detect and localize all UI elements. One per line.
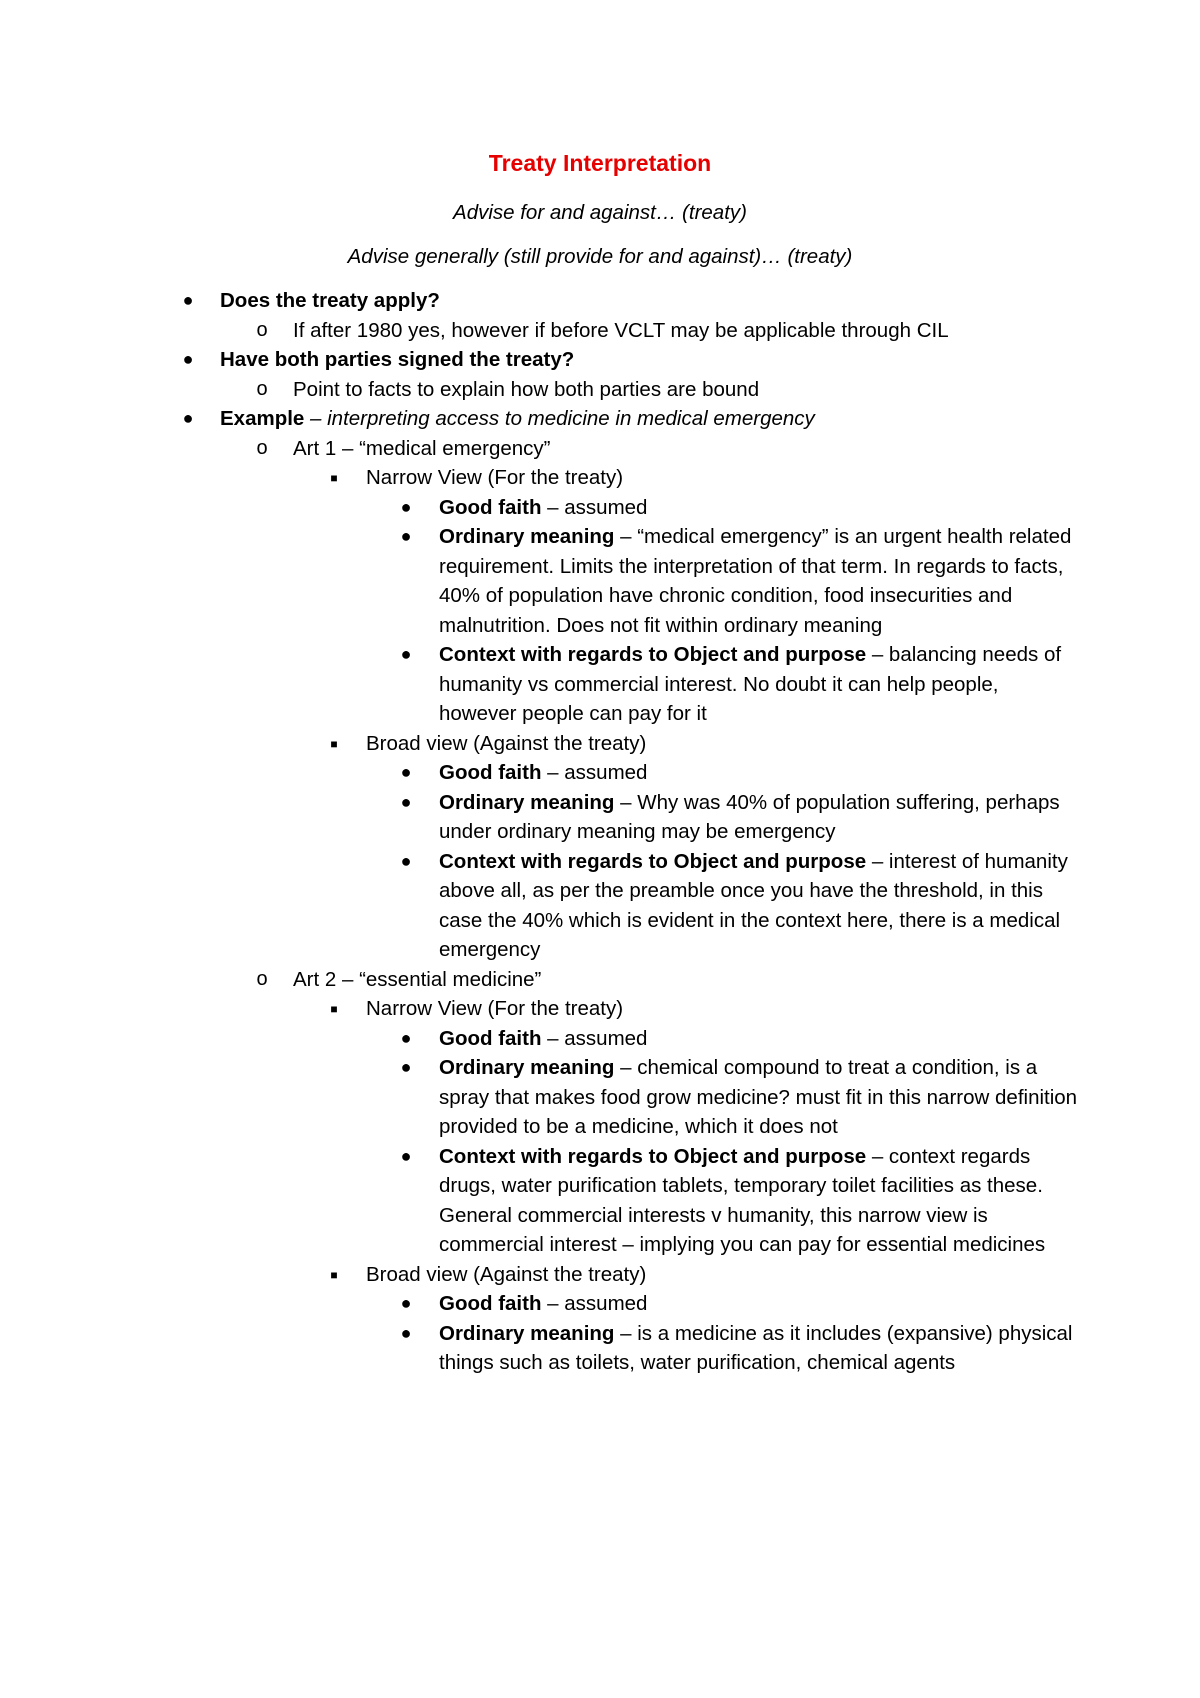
- list-item: ● Good faith – assumed: [0, 1289, 1200, 1319]
- list-item: ● Good faith – assumed: [0, 758, 1200, 788]
- subtitle-for-against: Advise for and against… (treaty): [453, 201, 747, 224]
- list-item: ● Good faith – assumed: [0, 1024, 1200, 1054]
- subtitle-generally: Advise generally (still provide for and against)… (treaty): [347, 245, 853, 268]
- list-item: o Art 2 – “essential medicine”: [0, 965, 1200, 995]
- bullet-circle-icon: o: [256, 967, 268, 990]
- list-item: ● Ordinary meaning – is a medicine as it includes (expansive) physical things such as toilets, water purification, chemical agents: [0, 1319, 1200, 1378]
- list-item: ● Context with regards to Object and purpose – balancing needs of humanity vs commercial interest. No doubt it can help people, however people can pay for it: [0, 640, 1200, 729]
- bullet-disc-icon: ●: [400, 1145, 412, 1166]
- bullet-disc-icon: ●: [400, 1322, 412, 1343]
- list-item: ■ Narrow View (For the treaty): [0, 463, 1200, 493]
- bullet-square-icon: ■: [330, 471, 338, 485]
- bullet-square-icon: ■: [330, 1267, 338, 1282]
- bullet-circle-icon: o: [256, 377, 268, 400]
- list-item: ● Does the treaty apply?: [0, 286, 1200, 316]
- bullet-disc-icon: ●: [400, 791, 412, 812]
- list-item: ● Ordinary meaning – chemical compound to treat a condition, is a spray that makes food grow medicine? must fit in this narrow definition provided to be a medicine, which it does not: [0, 1053, 1200, 1142]
- list-item: ● Context with regards to Object and purpose – context regards drugs, water purification tablets, temporary toilet facilities as these. General commercial interests v humanity, this narrow view is commercial interest – implying you can pay for essential medicines: [0, 1142, 1200, 1260]
- bullet-disc-icon: ●: [400, 1293, 412, 1313]
- list-item: ● Context with regards to Object and purpose – interest of humanity above all, as per the preamble once you have the threshold, in this case the 40% which is evident in the context here, there is a medical emergency: [0, 847, 1200, 965]
- bullet-disc-icon: ●: [400, 496, 412, 517]
- list-item: ● Example – interpreting access to medicine in medical emergency: [0, 404, 1200, 434]
- bullet-disc-icon: ●: [400, 762, 412, 782]
- bullet-circle-icon: o: [256, 318, 268, 341]
- list-item: ■ Narrow View (For the treaty): [0, 994, 1200, 1024]
- list-item: ■ Broad view (Against the treaty): [0, 729, 1200, 759]
- outline-list: [0, 286, 1200, 1378]
- bullet-square-icon: ■: [330, 1002, 338, 1016]
- list-item: o If after 1980 yes, however if before VCLT may be applicable through CIL: [0, 316, 1200, 346]
- list-item: ● Ordinary meaning – Why was 40% of population suffering, perhaps under ordinary meaning may be emergency: [0, 788, 1200, 847]
- bullet-disc-icon: ●: [400, 1057, 412, 1077]
- bullet-disc-icon: ●: [400, 644, 412, 664]
- document-title: Treaty Interpretation: [488, 150, 712, 176]
- list-item: ● Ordinary meaning – “medical emergency” is an urgent health related requirement. Limits the interpretation of that term. In regards to facts, 40% of population have chronic condition, food insecurities and malnutrition. Does not fit within ordinary meaning: [0, 522, 1200, 640]
- bullet-disc-icon: ●: [182, 290, 194, 310]
- list-item: ● Have both parties signed the treaty?: [0, 345, 1200, 375]
- bullet-disc-icon: ●: [400, 1027, 412, 1048]
- bullet-disc-icon: ●: [182, 408, 194, 428]
- bullet-disc-icon: ●: [400, 526, 412, 546]
- bullet-disc-icon: ●: [400, 850, 412, 871]
- list-item: o Art 1 – “medical emergency”: [0, 434, 1200, 464]
- bullet-circle-icon: o: [256, 436, 268, 459]
- list-item: o Point to facts to explain how both parties are bound: [0, 375, 1200, 405]
- bullet-disc-icon: ●: [182, 349, 194, 369]
- list-item: ■ Broad view (Against the treaty): [0, 1260, 1200, 1290]
- list-item: ● Good faith – assumed: [0, 493, 1200, 523]
- bullet-square-icon: ■: [330, 736, 338, 751]
